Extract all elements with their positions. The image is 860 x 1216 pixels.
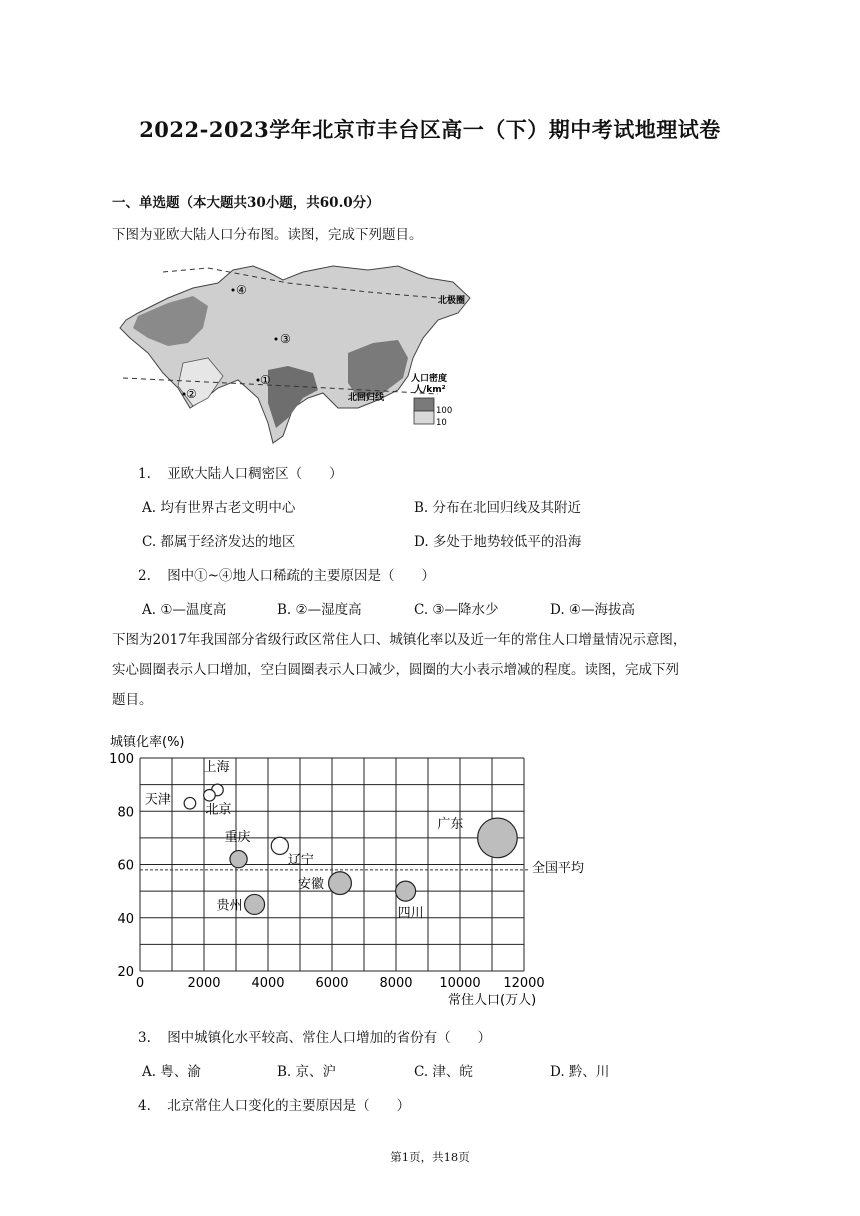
point-label: 安徽 [297, 877, 324, 893]
legend-title: 人口密度 [411, 374, 448, 384]
legend-10: 10 [436, 418, 447, 428]
y-tick-label: 80 [117, 805, 134, 821]
marker-2: ② [186, 387, 197, 401]
intro-paragraph-2 [112, 625, 762, 715]
question-2-stem: 图中①~④地人口稀疏的主要原因是（ ） [167, 568, 435, 584]
question-3 [138, 1026, 491, 1046]
y-tick-label: 40 [117, 911, 134, 927]
q2-option-b[interactable]: B. ②—湿度高 [277, 602, 362, 618]
point-四川 [396, 881, 416, 901]
x-tick-label: 2000 [187, 976, 221, 991]
point-广东 [478, 818, 518, 858]
x-tick-label: 10000 [439, 976, 481, 991]
q2-option-d[interactable]: D. ④—海拔高 [550, 602, 636, 618]
x-tick-label: 8000 [379, 976, 413, 991]
q2-option-c[interactable]: C. ③—降水少 [414, 602, 499, 618]
arctic-circle-label: 北极圈 [438, 296, 466, 306]
legend-100: 100 [436, 406, 453, 416]
point-label: 贵州 [216, 898, 243, 914]
point-贵州 [245, 894, 265, 914]
q3-option-a[interactable]: A. 粤、渝 [142, 1064, 201, 1080]
q1-option-d[interactable]: D. 多处于地势较低平的沿海 [414, 534, 582, 550]
point-重庆 [230, 851, 247, 868]
question-1-number: 1. [138, 466, 151, 482]
chart-grid [140, 758, 524, 971]
x-tick-label: 4000 [251, 976, 285, 991]
point-label: 北京 [205, 802, 232, 818]
point-label: 天津 [144, 792, 171, 808]
y-tick-label: 20 [117, 965, 134, 980]
y-tick-label: 100 [109, 752, 134, 767]
point-label: 辽宁 [287, 852, 314, 868]
point-label: 四川 [397, 906, 424, 922]
question-3-stem: 图中城镇化水平较高、常住人口增加的省份有（ ） [167, 1030, 492, 1046]
q1-option-c[interactable]: C. 都属于经济发达的地区 [142, 534, 296, 550]
legend-swatch-medium [414, 411, 434, 424]
national-average-label: 全国平均 [532, 860, 585, 876]
intro-2-line-1: 下图为2017年我国部分省级行政区常住人口、城镇化率以及近一年的常住人口增量情况示意图， [112, 632, 687, 648]
x-tick-label: 6000 [315, 976, 349, 991]
q2-option-a[interactable]: A. ①—温度高 [142, 602, 227, 618]
question-4-stem: 北京常住人口变化的主要原因是（ ） [167, 1098, 411, 1114]
marker-4: ④ [236, 283, 247, 297]
question-4-number: 4. [138, 1098, 151, 1114]
q3-option-b[interactable]: B. 京、沪 [277, 1064, 337, 1080]
point-label: 上海 [203, 759, 230, 775]
page-title: 2022-2023学年北京市丰台区高一（下）期中考试地理试卷 [139, 117, 721, 142]
legend-unit: 人/km² [414, 385, 446, 395]
intro-paragraph-1: 下图为亚欧大陆人口分布图。读图，完成下列题目。 [112, 227, 423, 243]
point-label: 广东 [437, 816, 464, 832]
intro-2-line-3: 题目。 [112, 692, 153, 708]
x-tick-label: 0 [135, 976, 145, 991]
marker-1: ① [260, 373, 271, 387]
eurasia-population-map [108, 258, 483, 453]
point-label: 重庆 [224, 830, 251, 846]
urbanization-scatter-chart [100, 728, 620, 1013]
marker-3: ③ [280, 332, 291, 346]
legend-swatch-dense [414, 398, 434, 411]
chart-ticks [109, 752, 545, 991]
question-2 [138, 564, 435, 584]
question-2-number: 2. [138, 568, 151, 584]
section-heading: 一、单选题（本大题共30小题，共60.0分） [112, 195, 380, 211]
y-tick-label: 60 [117, 858, 134, 874]
x-tick-label: 12000 [503, 976, 545, 991]
question-1 [138, 462, 343, 482]
point-北京 [204, 789, 216, 801]
question-4 [138, 1094, 410, 1114]
tropic-label: 北回归线 [348, 393, 385, 403]
q3-option-d[interactable]: D. 黔、川 [550, 1064, 610, 1080]
q1-option-a[interactable]: A. 均有世界古老文明中心 [142, 500, 296, 516]
q3-option-c[interactable]: C. 津、皖 [414, 1064, 473, 1080]
y-axis-label: 城镇化率(%) [110, 735, 185, 750]
page-footer: 第1页，共18页 [390, 1150, 470, 1164]
x-axis-label: 常住人口(万人) [448, 993, 537, 1008]
point-天津 [184, 797, 196, 809]
intro-2-line-2: 实心圆圈表示人口增加，空白圆圈表示人口减少，圆圈的大小表示增减的程度。读图，完成下列 [112, 662, 679, 678]
point-辽宁 [271, 837, 288, 854]
point-安徽 [329, 872, 352, 895]
q1-option-b[interactable]: B. 分布在北回归线及其附近 [414, 500, 582, 516]
question-1-stem: 亚欧大陆人口稠密区（ ） [167, 466, 343, 482]
question-3-number: 3. [138, 1030, 151, 1046]
